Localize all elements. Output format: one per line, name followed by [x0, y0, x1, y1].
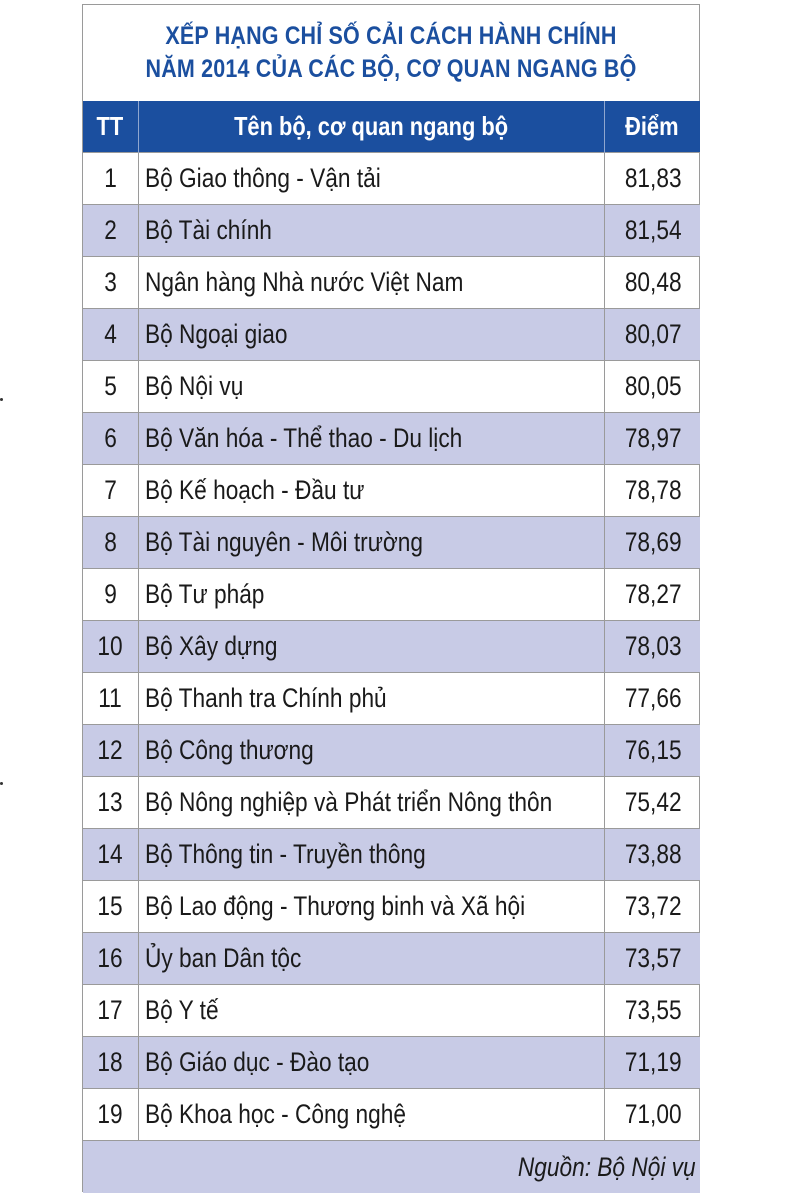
ministry-name-cell: Bộ Kế hoạch - Đầu tư: [138, 465, 604, 517]
score-cell: 73,72: [604, 881, 700, 933]
table-row: [83, 205, 700, 257]
margin-mark: [0, 398, 3, 401]
score-cell: 75,42: [604, 777, 700, 829]
title-line-1: XẾP HẠNG CHỈ SỐ CẢI CÁCH HÀNH CHÍNH: [165, 22, 617, 50]
rank-cell: 14: [83, 829, 138, 881]
ministry-name-cell: Bộ Giao thông - Vận tải: [138, 153, 604, 205]
ministry-name-cell: Ủy ban Dân tộc: [138, 933, 604, 985]
ministry-name-cell: Bộ Khoa học - Công nghệ: [138, 1089, 604, 1141]
table-row: [83, 881, 700, 933]
ranking-table: [83, 101, 700, 1193]
ministry-name-cell: Bộ Thanh tra Chính phủ: [138, 673, 604, 725]
table-row: [83, 621, 700, 673]
ministry-name-cell: Bộ Giáo dục - Đào tạo: [138, 1037, 604, 1089]
ministry-name-cell: Bộ Tài nguyên - Môi trường: [138, 517, 604, 569]
score-cell: 78,03: [604, 621, 700, 673]
ministry-name-cell: Bộ Nông nghiệp và Phát triển Nông thôn: [138, 777, 604, 829]
table-row: [83, 413, 700, 465]
ministry-name-cell: Bộ Y tế: [138, 985, 604, 1037]
ministry-name-cell: Bộ Văn hóa - Thể thao - Du lịch: [138, 413, 604, 465]
header-name: Tên bộ, cơ quan ngang bộ: [138, 101, 604, 153]
ministry-name-cell: Bộ Tài chính: [138, 205, 604, 257]
rank-cell: 2: [83, 205, 138, 257]
table-row: [83, 309, 700, 361]
ministry-name-cell: Bộ Lao động - Thương binh và Xã hội: [138, 881, 604, 933]
score-cell: 73,55: [604, 985, 700, 1037]
score-cell: 76,15: [604, 725, 700, 777]
score-cell: 80,07: [604, 309, 700, 361]
ministry-name-cell: Bộ Tư pháp: [138, 569, 604, 621]
ministry-name-cell: Bộ Thông tin - Truyền thông: [138, 829, 604, 881]
page-title: [126, 5, 656, 101]
ministry-name-cell: Ngân hàng Nhà nước Việt Nam: [138, 257, 604, 309]
margin-mark: [0, 782, 3, 785]
table-row: [83, 569, 700, 621]
table-row: [83, 985, 700, 1037]
score-cell: 80,05: [604, 361, 700, 413]
rank-cell: 10: [83, 621, 138, 673]
ministry-name-cell: Bộ Công thương: [138, 725, 604, 777]
table-row: [83, 725, 700, 777]
header-score: Điểm: [604, 101, 700, 153]
header-rank: TT: [83, 101, 138, 153]
score-cell: 73,88: [604, 829, 700, 881]
rank-cell: 18: [83, 1037, 138, 1089]
ranking-table-card: [82, 4, 700, 1192]
source-note: Nguồn: Bộ Nội vụ: [83, 1141, 700, 1194]
score-cell: 78,27: [604, 569, 700, 621]
table-footer-row: [83, 1141, 700, 1194]
table-row: [83, 465, 700, 517]
score-cell: 78,78: [604, 465, 700, 517]
rank-cell: 11: [83, 673, 138, 725]
score-cell: 81,83: [604, 153, 700, 205]
rank-cell: 3: [83, 257, 138, 309]
rank-cell: 12: [83, 725, 138, 777]
table-row: [83, 361, 700, 413]
rank-cell: 5: [83, 361, 138, 413]
title-line-2: NĂM 2014 CỦA CÁC BỘ, CƠ QUAN NGANG BỘ: [145, 55, 637, 83]
rank-cell: 16: [83, 933, 138, 985]
score-cell: 78,69: [604, 517, 700, 569]
rank-cell: 7: [83, 465, 138, 517]
table-row: [83, 673, 700, 725]
table-row: [83, 153, 700, 205]
score-cell: 71,00: [604, 1089, 700, 1141]
table-row: [83, 1089, 700, 1141]
rank-cell: 4: [83, 309, 138, 361]
table-row: [83, 257, 700, 309]
rank-cell: 19: [83, 1089, 138, 1141]
score-cell: 81,54: [604, 205, 700, 257]
rank-cell: 15: [83, 881, 138, 933]
rank-cell: 1: [83, 153, 138, 205]
table-row: [83, 777, 700, 829]
rank-cell: 13: [83, 777, 138, 829]
score-cell: 73,57: [604, 933, 700, 985]
table-header-row: [83, 101, 700, 153]
rank-cell: 6: [83, 413, 138, 465]
rank-cell: 17: [83, 985, 138, 1037]
rank-cell: 8: [83, 517, 138, 569]
score-cell: 78,97: [604, 413, 700, 465]
ministry-name-cell: Bộ Ngoại giao: [138, 309, 604, 361]
rank-cell: 9: [83, 569, 138, 621]
ministry-name-cell: Bộ Xây dựng: [138, 621, 604, 673]
table-row: [83, 829, 700, 881]
score-cell: 80,48: [604, 257, 700, 309]
score-cell: 71,19: [604, 1037, 700, 1089]
table-row: [83, 933, 700, 985]
table-row: [83, 517, 700, 569]
table-row: [83, 1037, 700, 1089]
score-cell: 77,66: [604, 673, 700, 725]
ministry-name-cell: Bộ Nội vụ: [138, 361, 604, 413]
